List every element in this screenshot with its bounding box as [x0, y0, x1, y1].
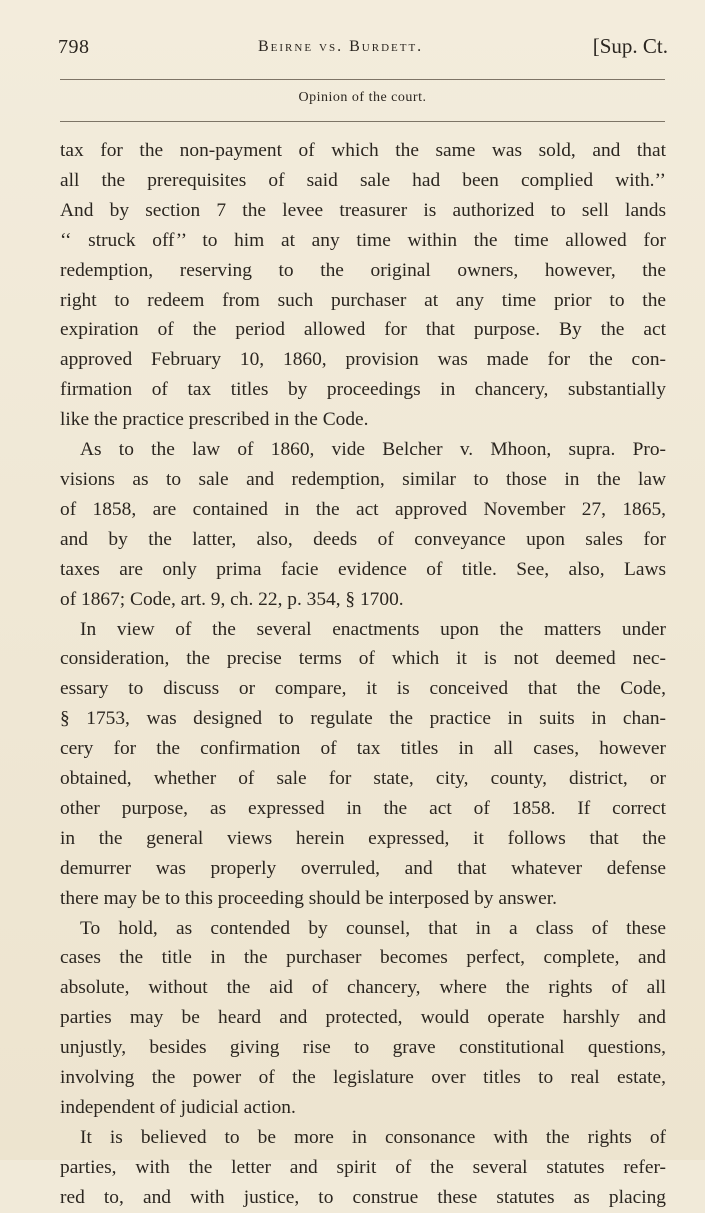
- text-line: ‘‘ struck off’’ to him at any time within the time allowed for: [60, 229, 666, 251]
- text-line: of 1867; Code, art. 9, ch. 22, p. 354, § 1700.: [60, 588, 404, 610]
- text-line: expiration of the period allowed for that purpose. By the act: [60, 319, 666, 341]
- page-header: [58, 34, 668, 70]
- header-rule: [60, 79, 665, 80]
- page-number: 798: [58, 36, 90, 58]
- text-line: § 1753, was designed to regulate the practice in suits in chan-: [60, 708, 666, 730]
- section-label: Opinion of the court.: [298, 90, 427, 105]
- text-line: redemption, reserving to the original owners, however, the: [60, 259, 666, 281]
- text-line: As to the law of 1860, vide Belcher v. Mhoon, supra. Pro-: [80, 439, 666, 461]
- text-line: other purpose, as expressed in the act of 1858. If correct: [60, 797, 666, 819]
- text-line: red to, and with justice, to construe these statutes as placing: [60, 1186, 666, 1208]
- text-line: absolute, without the aid of chancery, where the rights of all: [60, 977, 666, 999]
- text-line: demurrer was properly overruled, and that whatever defense: [60, 857, 666, 879]
- text-line: tax for the non-payment of which the same was sold, and that: [60, 140, 666, 161]
- text-line: all the prerequisites of said sale had been complied with.’’: [60, 169, 666, 191]
- text-line: And by section 7 the levee treasurer is authorized to sell lands: [60, 199, 666, 221]
- text-line: of 1858, are contained in the act approved November 27, 1865,: [60, 498, 666, 520]
- text-line: In view of the several enactments upon the matters under: [80, 618, 666, 640]
- text-line: independent of judicial action.: [60, 1097, 296, 1118]
- text-line: obtained, whether of sale for state, city, county, district, or: [60, 768, 666, 790]
- text-line: essary to discuss or compare, it is conceived that the Code,: [60, 678, 666, 700]
- text-line: right to redeem from such purchaser at any time prior to the: [60, 289, 666, 311]
- text-line: To hold, as contended by counsel, that in a class of these: [80, 917, 666, 939]
- running-title: Beirne vs. Burdett.: [258, 38, 424, 55]
- section-rule: [60, 121, 665, 122]
- text-line: cery for the confirmation of tax titles in all cases, however: [60, 738, 666, 760]
- text-line: there may be to this proceeding should be interposed by answer.: [60, 887, 558, 909]
- text-line: It is believed to be more in consonance with the rights of: [80, 1126, 666, 1148]
- court-label: [Sup. Ct.: [592, 34, 668, 58]
- text-line: visions as to sale and redemption, similar to those in the law: [60, 468, 666, 490]
- text-line: parties, with the letter and spirit of the several statutes refer-: [60, 1156, 666, 1178]
- text-line: taxes are only prima facie evidence of title. See, also, Laws: [60, 558, 666, 580]
- text-line: parties may be heard and protected, would operate harshly and: [60, 1007, 666, 1029]
- text-line: involving the power of the legislature over titles to real estate,: [60, 1067, 666, 1089]
- text-line: in the general views herein expressed, it follows that the: [60, 827, 666, 849]
- opinion-text: [60, 136, 666, 1213]
- text-line: approved February 10, 1860, provision was made for the con-: [60, 349, 666, 371]
- text-line: consideration, the precise terms of which it is not deemed nec-: [60, 648, 666, 670]
- text-line: firmation of tax titles by proceedings in chancery, substantially: [60, 379, 666, 401]
- text-line: like the practice prescribed in the Code.: [60, 409, 369, 431]
- text-line: and by the latter, also, deeds of conveyance upon sales for: [60, 528, 666, 550]
- text-line: cases the title in the purchaser becomes perfect, complete, and: [60, 947, 666, 969]
- text-line: unjustly, besides giving rise to grave constitutional questions,: [60, 1037, 666, 1059]
